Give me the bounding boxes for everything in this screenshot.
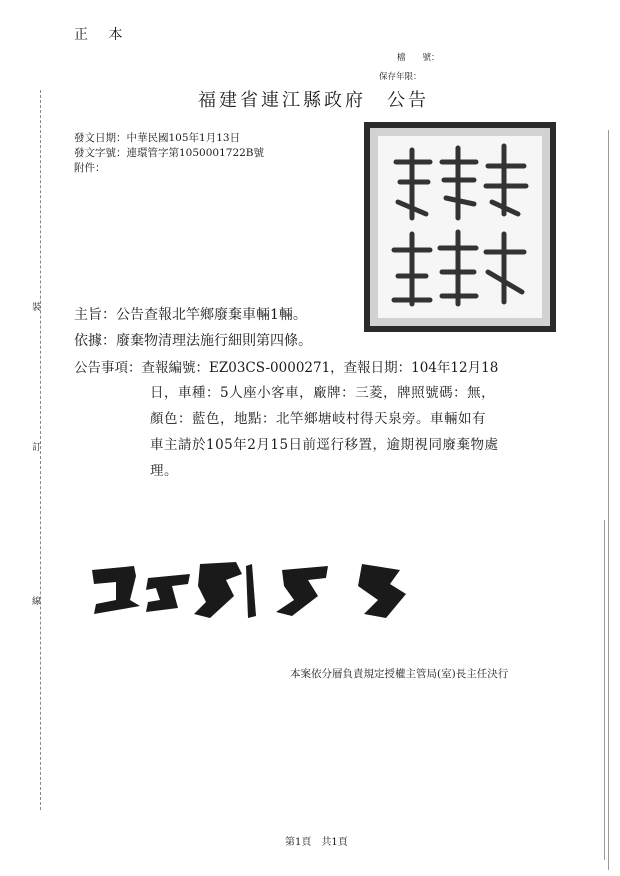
subject-line: 主旨：公告查報北竿鄉廢棄車輛1輛。 xyxy=(74,307,307,323)
notice-line-1: 公告事項：查報編號：EZ03CS-0000271，查報日期：104年12月18 xyxy=(74,360,499,376)
archive-number-label: 檔 號： xyxy=(397,53,440,63)
official-seal xyxy=(364,122,556,332)
retention-period-label: 保存年限： xyxy=(379,72,422,82)
copy-mark: 正 本 xyxy=(74,27,131,43)
attachment-label: 附件： xyxy=(74,162,106,174)
notice-line-2: 日，車種：5人座小客車，廠牌：三菱，牌照號碼：無， xyxy=(150,385,496,401)
magistrate-signature xyxy=(86,556,416,628)
notice-line-5: 理。 xyxy=(150,463,178,479)
basis-line: 依據：廢棄物清理法施行細則第四條。 xyxy=(74,333,312,349)
issue-number: 發文字號：連環管字第1050001722B號 xyxy=(74,147,265,159)
delegation-note: 本案依分層負責規定授權主管局(室)長主任決行 xyxy=(290,668,509,680)
document-title: 福建省連江縣政府 公告 xyxy=(198,90,429,111)
notice-line-4: 車主請於105年2月15日前逕行移置，逾期視同廢棄物處 xyxy=(150,437,499,453)
issue-date: 發文日期：中華民國105年1月13日 xyxy=(74,132,241,144)
page-right-edge xyxy=(608,130,609,870)
page-right-edge-inner xyxy=(604,520,605,860)
binding-char-3: 線 xyxy=(32,597,42,607)
page-number: 第1頁 共1頁 xyxy=(285,837,348,848)
notice-line-3: 顏色：藍色，地點：北竿鄉塘岐村得天泉旁。車輛如有 xyxy=(150,411,486,427)
binding-char-2: 訂 xyxy=(32,443,42,453)
binding-char-1: 裝 xyxy=(32,303,42,313)
